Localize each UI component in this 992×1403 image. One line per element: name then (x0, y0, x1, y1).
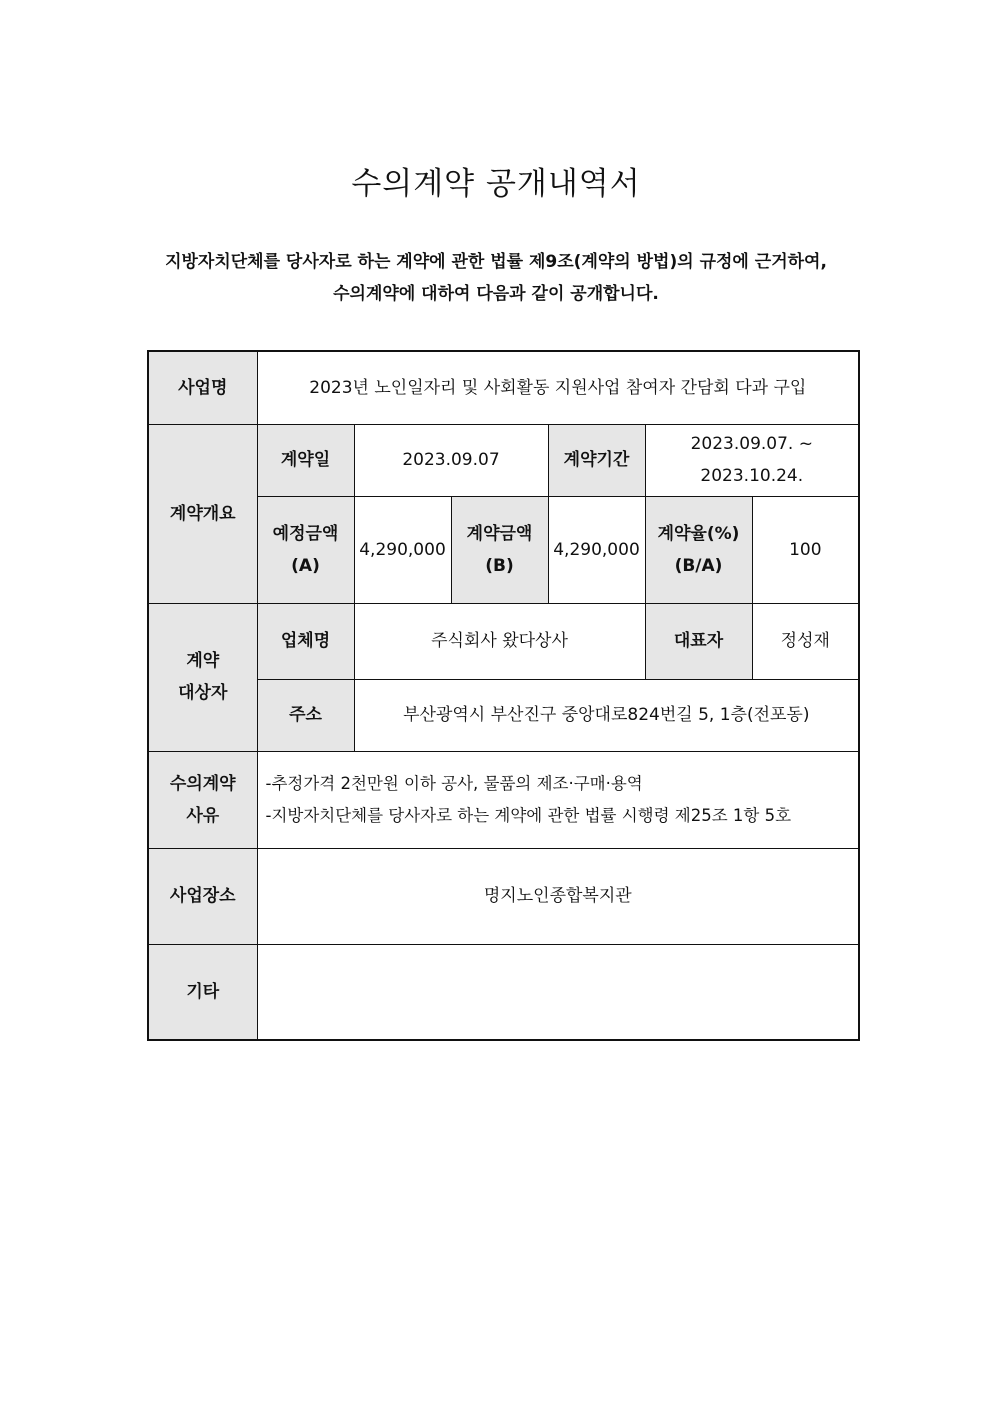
reason-label-line2: 사유 (186, 805, 220, 826)
representative-value: 정성재 (752, 603, 859, 679)
party-label-line2: 대상자 (178, 683, 228, 703)
contract-date-label: 계약일 (257, 424, 354, 496)
row-company (148, 603, 859, 679)
contract-table (147, 350, 860, 1041)
location-value: 명지노인종합복지관 (257, 848, 859, 944)
contract-rate-label-line2: (B/A) (674, 555, 723, 576)
contract-amount-label-line1: 계약금액 (466, 523, 533, 544)
company-value: 주식회사 왔다상사 (354, 603, 645, 679)
estimated-amount-value: 4,290,000 (354, 496, 451, 603)
contract-rate-value: 100 (752, 496, 859, 603)
party-label-line1: 계약 (186, 651, 220, 671)
contract-rate-label (645, 496, 752, 603)
company-label: 업체명 (257, 603, 354, 679)
party-label (148, 603, 257, 751)
contract-period-start: 2023.09.07. ~ (690, 434, 813, 454)
estimated-amount-label-line2: (A) (291, 555, 320, 576)
contract-rate-label-line1: 계약율(%) (657, 523, 740, 544)
reason-label (148, 751, 257, 848)
reason-value (257, 751, 859, 848)
project-value: 2023년 노인일자리 및 사회활동 지원사업 참여자 간담회 다과 구입 (257, 351, 859, 424)
other-label: 기타 (148, 944, 257, 1040)
row-location (148, 848, 859, 944)
location-label: 사업장소 (148, 848, 257, 944)
row-project (148, 351, 859, 424)
contract-amount-label (451, 496, 548, 603)
row-contract-date (148, 424, 859, 496)
intro-text (0, 246, 992, 310)
contract-period-end: 2023.10.24. (700, 466, 804, 486)
other-value (257, 944, 859, 1040)
row-reason (148, 751, 859, 848)
project-label: 사업명 (148, 351, 257, 424)
address-value: 부산광역시 부산진구 중앙대로824번길 5, 1층(전포동) (354, 679, 859, 751)
estimated-amount-label-line1: 예정금액 (272, 523, 339, 544)
intro-line-1: 지방자치단체를 당사자로 하는 계약에 관한 법률 제9조(계약의 방법)의 규정에 근거하여, (165, 252, 827, 272)
contract-date-value: 2023.09.07 (354, 424, 548, 496)
reason-line-2: -지방자치단체를 당사자로 하는 계약에 관한 법률 시행령 제25조 1항 5호 (265, 805, 792, 825)
contract-period-value (645, 424, 859, 496)
reason-line-1: -추정가격 2천만원 이하 공사, 물품의 제조·구매·용역 (265, 773, 643, 793)
contract-amount-label-line2: (B) (485, 555, 514, 576)
estimated-amount-label (257, 496, 354, 603)
address-label: 주소 (257, 679, 354, 751)
page-title: 수의계약 공개내역서 (351, 166, 641, 202)
representative-label: 대표자 (645, 603, 752, 679)
intro-line-2: 수의계약에 대하여 다음과 같이 공개합니다. (333, 284, 659, 304)
overview-label: 계약개요 (148, 424, 257, 603)
reason-label-line1: 수의계약 (169, 773, 236, 794)
contract-period-label: 계약기간 (548, 424, 645, 496)
contract-amount-value: 4,290,000 (548, 496, 645, 603)
row-other (148, 944, 859, 1040)
